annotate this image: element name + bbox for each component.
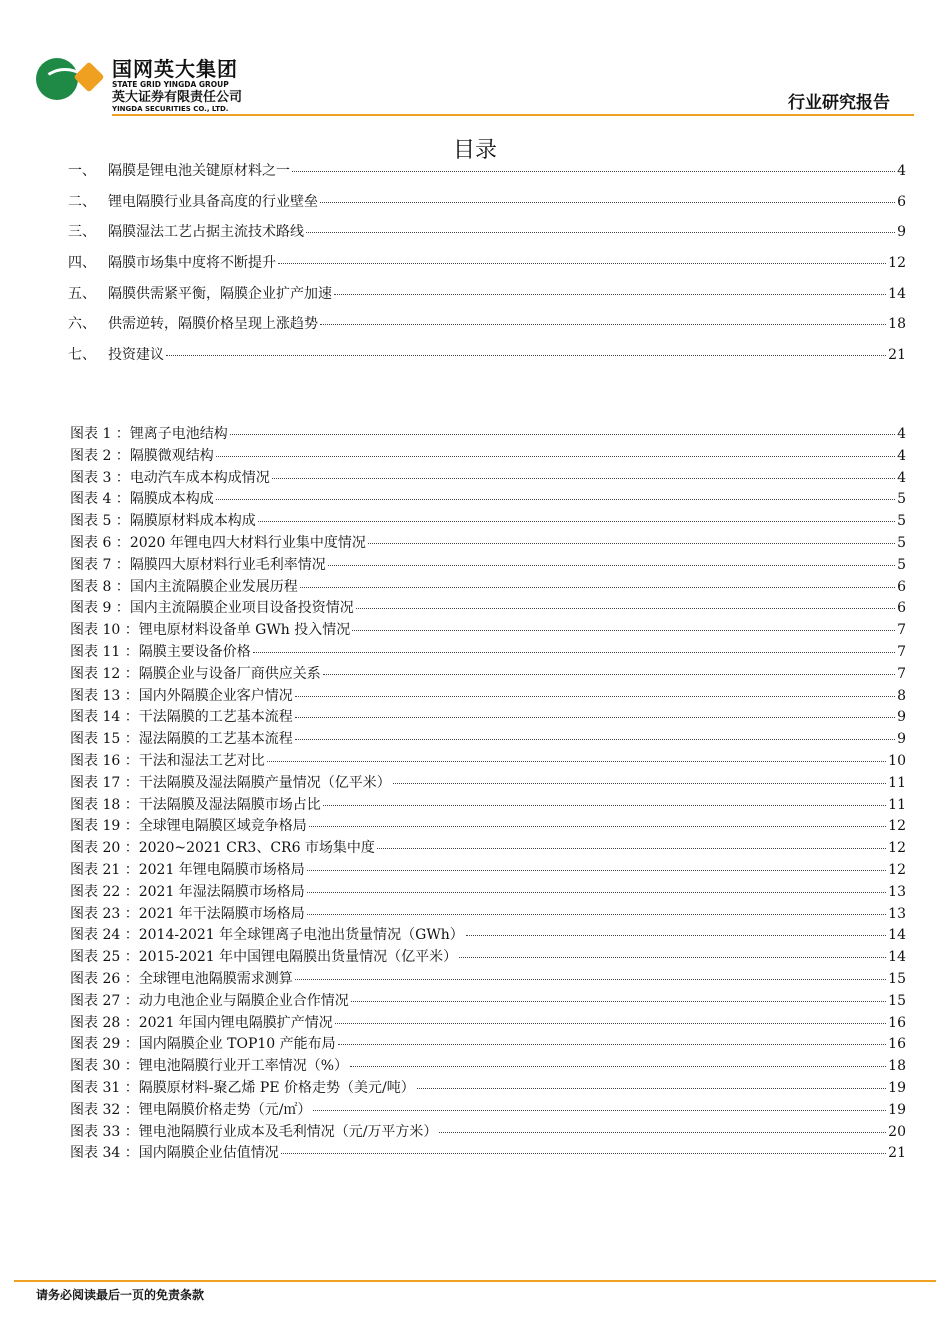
dot-leader bbox=[292, 171, 895, 172]
figure-label: 图表 10 ： bbox=[70, 622, 139, 639]
toc-figure-entry[interactable] bbox=[70, 641, 906, 663]
figure-page-number: 4 bbox=[897, 447, 906, 464]
figure-title: 隔膜主要设备价格 bbox=[138, 643, 251, 660]
toc-figure-entry[interactable] bbox=[70, 924, 906, 946]
figure-page-number: 7 bbox=[897, 622, 906, 639]
figure-title: 隔膜原材料-聚乙烯 PE 价格走势（美元/吨） bbox=[138, 1079, 415, 1096]
section-number: 五、 bbox=[68, 285, 96, 302]
dot-leader bbox=[323, 805, 886, 806]
dot-leader bbox=[295, 979, 886, 980]
toc-figure-entry[interactable] bbox=[70, 946, 906, 968]
figure-page-number: 11 bbox=[888, 774, 906, 791]
logo-group-cn: 国网英大集团 bbox=[112, 57, 238, 81]
dot-leader bbox=[323, 674, 895, 675]
toc-figure-entry[interactable] bbox=[70, 554, 906, 576]
dot-leader bbox=[216, 499, 895, 500]
section-number: 三、 bbox=[68, 224, 96, 241]
footer-divider bbox=[14, 1280, 936, 1282]
dot-leader bbox=[230, 434, 895, 435]
dot-leader bbox=[352, 630, 895, 631]
toc-figure-entry[interactable] bbox=[70, 1121, 906, 1143]
figure-page-number: 12 bbox=[888, 818, 906, 835]
toc-section-entry[interactable] bbox=[68, 191, 906, 222]
dot-leader bbox=[166, 355, 886, 356]
figure-page-number: 19 bbox=[888, 1079, 906, 1096]
figure-label: 图表 8 ： bbox=[70, 578, 130, 595]
figure-title: 2021 年锂电隔膜市场格局 bbox=[138, 861, 305, 878]
figure-page-number: 14 bbox=[888, 927, 906, 944]
figure-page-number: 6 bbox=[897, 578, 906, 595]
figure-label: 图表 28 ： bbox=[70, 1014, 139, 1031]
figure-page-number: 19 bbox=[888, 1101, 906, 1118]
dot-leader bbox=[466, 935, 886, 936]
figure-label: 图表 6 ： bbox=[70, 534, 130, 551]
dot-leader bbox=[439, 1132, 886, 1133]
figure-title: 锂电隔膜价格走势（元/㎡） bbox=[138, 1101, 312, 1118]
section-page-number: 9 bbox=[897, 224, 906, 241]
dot-leader bbox=[295, 696, 895, 697]
dot-leader bbox=[300, 587, 895, 588]
dot-leader bbox=[253, 652, 895, 653]
figure-title: 2014-2021 年全球锂离子电池出货量情况（GWh） bbox=[138, 927, 464, 944]
toc-figure-entry[interactable] bbox=[70, 1077, 906, 1099]
toc-figure-entry[interactable] bbox=[70, 423, 906, 445]
section-title: 隔膜是锂电池关键原材料之一 bbox=[108, 163, 290, 179]
dot-leader bbox=[351, 1001, 886, 1002]
toc-title: 目录 bbox=[452, 138, 497, 163]
dot-leader bbox=[307, 892, 886, 893]
toc-section-entry[interactable] bbox=[68, 313, 906, 344]
toc-figure-entry[interactable] bbox=[70, 1033, 906, 1055]
toc-figure-entry[interactable] bbox=[70, 576, 906, 598]
figure-label: 图表 32 ： bbox=[70, 1101, 139, 1118]
figure-label: 图表 4 ： bbox=[70, 491, 130, 508]
figure-label: 图表 33 ： bbox=[70, 1123, 139, 1140]
toc-figure-entry[interactable] bbox=[70, 1012, 906, 1034]
dot-leader bbox=[307, 914, 886, 915]
figure-title: 湿法隔膜的工艺基本流程 bbox=[138, 731, 293, 748]
figure-title: 干法隔膜及湿法隔膜市场占比 bbox=[138, 796, 321, 813]
section-title: 锂电隔膜行业具备高度的行业壁垒 bbox=[108, 193, 318, 210]
dot-leader bbox=[313, 1110, 886, 1111]
figure-title: 2020~2021 CR3、CR6 市场集中度 bbox=[138, 840, 375, 857]
toc-section-entry[interactable] bbox=[68, 344, 906, 375]
toc-figure-entry[interactable] bbox=[70, 467, 906, 489]
figure-title: 隔膜企业与设备厂商供应关系 bbox=[138, 665, 321, 682]
figure-title: 国内主流隔膜企业项目设备投资情况 bbox=[129, 600, 354, 617]
figure-label: 图表 23 ： bbox=[70, 905, 139, 922]
section-page-number: 18 bbox=[888, 316, 906, 333]
figure-page-number: 4 bbox=[897, 469, 906, 486]
figure-title: 干法和湿法工艺对比 bbox=[138, 752, 265, 769]
dot-leader bbox=[368, 543, 895, 544]
figure-page-number: 16 bbox=[888, 1014, 906, 1031]
dot-leader bbox=[267, 761, 886, 762]
figure-label: 图表 34 ： bbox=[70, 1145, 139, 1162]
toc-figure-entry[interactable] bbox=[70, 990, 906, 1012]
dot-leader bbox=[320, 324, 886, 325]
figure-label: 图表 5 ： bbox=[70, 513, 130, 530]
dot-leader bbox=[281, 1153, 886, 1154]
dot-leader bbox=[320, 202, 895, 203]
section-title: 隔膜市场集中度将不断提升 bbox=[108, 255, 276, 272]
dot-leader bbox=[356, 608, 895, 609]
figure-title: 全球锂电池隔膜需求测算 bbox=[138, 970, 293, 987]
dot-leader bbox=[272, 478, 895, 479]
figure-label: 图表 15 ： bbox=[70, 731, 139, 748]
figure-title: 2021 年国内锂电隔膜扩产情况 bbox=[138, 1014, 333, 1031]
figure-title: 动力电池企业与隔膜企业合作情况 bbox=[138, 992, 349, 1009]
figure-label: 图表 24 ： bbox=[70, 927, 139, 944]
figure-title: 隔膜四大原材料行业毛利率情况 bbox=[129, 556, 326, 573]
state-grid-logo-icon bbox=[36, 58, 78, 100]
figure-page-number: 6 bbox=[897, 600, 906, 617]
figure-page-number: 10 bbox=[888, 752, 906, 769]
figure-page-number: 8 bbox=[897, 687, 906, 704]
toc-figure-entry[interactable] bbox=[70, 1099, 906, 1121]
dot-leader bbox=[377, 848, 886, 849]
dot-leader bbox=[216, 456, 895, 457]
section-title: 投资建议 bbox=[108, 347, 164, 364]
section-page-number: 14 bbox=[888, 285, 906, 302]
figure-page-number: 5 bbox=[897, 513, 906, 530]
dot-leader bbox=[258, 521, 895, 522]
section-number: 六、 bbox=[68, 316, 96, 333]
toc-section-entry[interactable] bbox=[68, 160, 906, 191]
figure-label: 图表 13 ： bbox=[70, 687, 139, 704]
dot-leader bbox=[307, 870, 886, 871]
section-title: 隔膜湿法工艺占据主流技术路线 bbox=[108, 224, 304, 241]
figure-label: 图表 27 ： bbox=[70, 992, 139, 1009]
logo-company-cn: 英大证券有限责任公司 bbox=[112, 90, 243, 105]
figure-page-number: 12 bbox=[888, 840, 906, 857]
section-page-number: 6 bbox=[897, 193, 906, 210]
dot-leader bbox=[309, 826, 886, 827]
figure-title: 隔膜微观结构 bbox=[129, 447, 214, 464]
dot-leader bbox=[335, 1023, 886, 1024]
figure-label: 图表 21 ： bbox=[70, 861, 139, 878]
figure-page-number: 13 bbox=[888, 883, 906, 900]
figure-page-number: 18 bbox=[888, 1058, 906, 1075]
figure-page-number: 5 bbox=[897, 534, 906, 551]
figure-page-number: 14 bbox=[888, 949, 906, 966]
figure-label: 图表 19 ： bbox=[70, 818, 139, 835]
figure-page-number: 16 bbox=[888, 1036, 906, 1053]
figure-title: 2015-2021 年中国锂电隔膜出货量情况（亿平米） bbox=[138, 949, 458, 966]
toc-figure-entry[interactable] bbox=[70, 772, 906, 794]
section-number: 七、 bbox=[68, 347, 96, 364]
figure-page-number: 7 bbox=[897, 643, 906, 660]
figure-label: 图表 31 ： bbox=[70, 1079, 139, 1096]
dot-leader bbox=[393, 783, 886, 784]
figure-label: 图表 18 ： bbox=[70, 796, 139, 813]
figure-label: 图表 30 ： bbox=[70, 1058, 139, 1075]
section-title: 供需逆转，隔膜价格呈现上涨趋势 bbox=[108, 316, 318, 333]
toc-figure-entry[interactable] bbox=[70, 706, 906, 728]
report-type: 行业研究报告 bbox=[788, 93, 890, 113]
figure-label: 图表 7 ： bbox=[70, 556, 130, 573]
figure-title: 锂电原材料设备单 GWh 投入情况 bbox=[138, 622, 351, 639]
figure-title: 锂离子电池结构 bbox=[129, 426, 228, 442]
toc-figure-entry[interactable] bbox=[70, 685, 906, 707]
section-page-number: 21 bbox=[888, 347, 906, 364]
toc-section-entry[interactable] bbox=[68, 283, 906, 314]
toc-figure-entry[interactable] bbox=[70, 794, 906, 816]
figure-title: 全球锂电隔膜区域竞争格局 bbox=[138, 818, 307, 835]
dot-leader bbox=[328, 565, 895, 566]
dot-leader bbox=[350, 1066, 886, 1067]
toc-figure-entry[interactable] bbox=[70, 815, 906, 837]
figure-page-number: 11 bbox=[888, 796, 906, 813]
figure-title: 国内外隔膜企业客户情况 bbox=[138, 687, 293, 704]
section-title: 隔膜供需紧平衡，隔膜企业扩产加速 bbox=[108, 285, 332, 302]
dot-leader bbox=[278, 263, 886, 264]
company-logo-text bbox=[112, 58, 242, 114]
dot-leader bbox=[295, 717, 895, 718]
figure-label: 图表 20 ： bbox=[70, 840, 139, 857]
toc-figure-entry[interactable] bbox=[70, 663, 906, 685]
figure-label: 图表 17 ： bbox=[70, 774, 139, 791]
section-list bbox=[68, 160, 906, 375]
dot-leader bbox=[334, 294, 886, 295]
figure-page-number: 15 bbox=[888, 992, 906, 1009]
figure-label: 图表 9 ： bbox=[70, 600, 130, 617]
figure-title: 2021 年干法隔膜市场格局 bbox=[138, 905, 305, 922]
page-header bbox=[0, 0, 950, 120]
section-page-number: 12 bbox=[888, 255, 906, 272]
figure-page-number: 5 bbox=[897, 491, 906, 508]
toc-figure-entry[interactable] bbox=[70, 619, 906, 641]
dot-leader bbox=[459, 957, 886, 958]
figure-label: 图表 3 ： bbox=[70, 469, 130, 486]
figure-title: 2020 年锂电四大材料行业集中度情况 bbox=[129, 534, 366, 551]
toc-figure-entry[interactable] bbox=[70, 510, 906, 532]
dot-leader bbox=[295, 739, 895, 740]
figure-title: 干法隔膜的工艺基本流程 bbox=[138, 709, 293, 726]
toc-figure-entry[interactable] bbox=[70, 728, 906, 750]
figure-label: 图表 12 ： bbox=[70, 665, 139, 682]
figure-label: 图表 2 ： bbox=[70, 447, 130, 464]
figure-title: 隔膜原材料成本构成 bbox=[129, 513, 256, 530]
figure-title: 电动汽车成本构成情况 bbox=[129, 469, 270, 486]
logo-group-en: STATE GRID YINGDA GROUP bbox=[112, 80, 229, 89]
figure-title: 国内主流隔膜企业发展历程 bbox=[129, 578, 298, 595]
toc-figure-entry[interactable] bbox=[70, 859, 906, 881]
dot-leader bbox=[417, 1088, 886, 1089]
figure-title: 隔膜成本构成 bbox=[129, 491, 214, 508]
figure-label: 图表 14 ： bbox=[70, 709, 139, 726]
figure-label: 图表 25 ： bbox=[70, 949, 139, 966]
figure-label: 图表 1 ： bbox=[70, 426, 130, 442]
figure-page-number: 9 bbox=[897, 709, 906, 726]
dot-leader bbox=[338, 1044, 887, 1045]
figure-page-number: 5 bbox=[897, 556, 906, 573]
toc-figure-entry[interactable] bbox=[70, 837, 906, 859]
dot-leader bbox=[306, 232, 895, 233]
header-divider bbox=[112, 114, 914, 116]
yingda-diamond-icon bbox=[73, 61, 104, 92]
section-number: 二、 bbox=[68, 193, 96, 210]
figure-page-number: 13 bbox=[888, 905, 906, 922]
toc-figure-entry[interactable] bbox=[70, 445, 906, 467]
figure-title: 锂电池隔膜行业成本及毛利情况（元/万平方米） bbox=[138, 1123, 438, 1140]
toc-figure-entry[interactable] bbox=[70, 968, 906, 990]
figure-label: 图表 11 ： bbox=[70, 643, 139, 660]
figure-label: 图表 26 ： bbox=[70, 970, 139, 987]
figure-page-number: 7 bbox=[897, 665, 906, 682]
logo-company-en: YINGDA SECURITIES CO., LTD. bbox=[112, 105, 229, 113]
figure-page-number: 4 bbox=[897, 426, 906, 442]
toc-figure-entry[interactable] bbox=[70, 488, 906, 510]
figure-page-number: 12 bbox=[888, 861, 906, 878]
figure-label: 图表 16 ： bbox=[70, 752, 139, 769]
figure-label: 图表 29 ： bbox=[70, 1036, 139, 1053]
figure-title: 国内隔膜企业 TOP10 产能布局 bbox=[138, 1036, 336, 1053]
figure-page-number: 15 bbox=[888, 970, 906, 987]
figure-page-number: 21 bbox=[888, 1145, 906, 1162]
footer-disclaimer: 请务必阅读最后一页的免责条款 bbox=[36, 1288, 205, 1302]
figure-label: 图表 22 ： bbox=[70, 883, 139, 900]
section-number: 四、 bbox=[68, 255, 96, 272]
figure-title: 干法隔膜及湿法隔膜产量情况（亿平米） bbox=[138, 774, 391, 791]
toc-figure-entry[interactable] bbox=[70, 1055, 906, 1077]
toc-figure-entry[interactable] bbox=[70, 903, 906, 925]
figure-title: 国内隔膜企业估值情况 bbox=[138, 1145, 279, 1162]
toc-figure-entry[interactable] bbox=[70, 881, 906, 903]
figure-page-number: 9 bbox=[897, 731, 906, 748]
section-page-number: 4 bbox=[897, 163, 906, 179]
toc-figure-entry[interactable] bbox=[70, 750, 906, 772]
figure-title: 锂电池隔膜行业开工率情况（%） bbox=[138, 1058, 349, 1075]
figure-title: 2021 年湿法隔膜市场格局 bbox=[138, 883, 305, 900]
toc-figure-entry[interactable] bbox=[70, 532, 906, 554]
toc-section-entry[interactable] bbox=[68, 252, 906, 283]
toc-figure-entry[interactable] bbox=[70, 597, 906, 619]
toc-figure-entry[interactable] bbox=[70, 1142, 906, 1164]
toc-section-entry[interactable] bbox=[68, 221, 906, 252]
figure-page-number: 20 bbox=[888, 1123, 906, 1140]
section-number: 一、 bbox=[68, 163, 96, 179]
figure-list bbox=[70, 423, 906, 1164]
